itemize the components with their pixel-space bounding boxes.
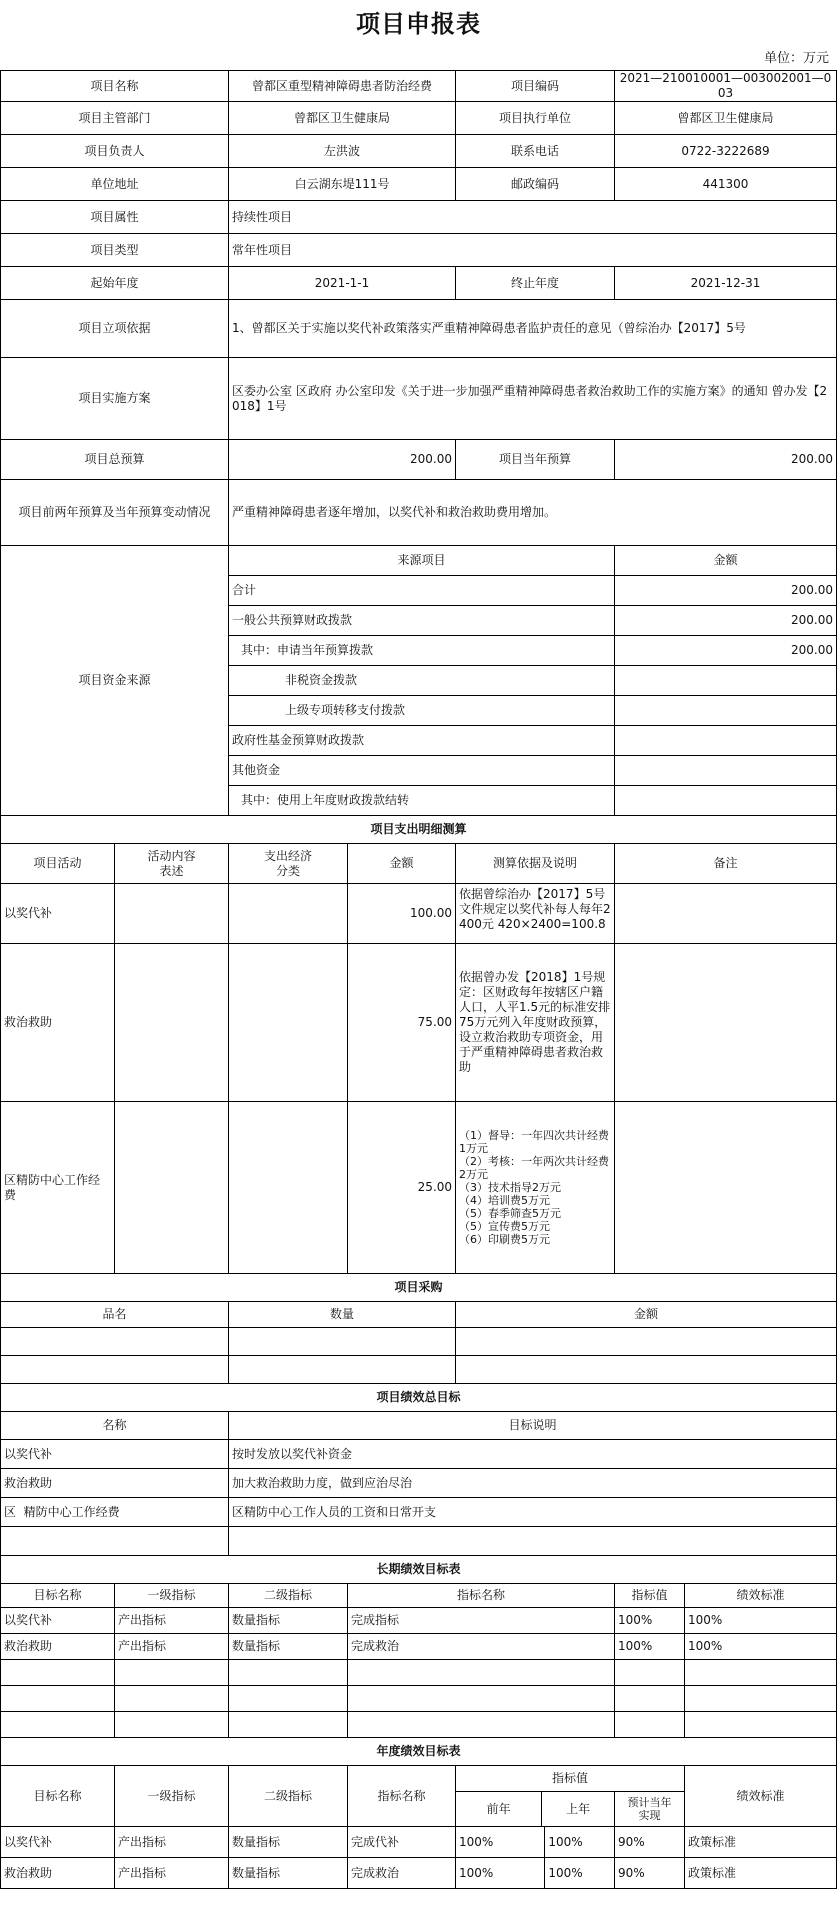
label-project-name: 项目名称 [1, 71, 229, 102]
label-basis: 项目立项依据 [1, 300, 229, 358]
long-cell [348, 1686, 615, 1712]
expense-content [115, 884, 229, 944]
purchase-cell [229, 1328, 456, 1356]
long-header: 指标名称 [348, 1584, 615, 1608]
fund-row-amount: 200.00 [615, 576, 837, 606]
long-cell [615, 1660, 685, 1686]
long-cell: 完成救治 [348, 1634, 615, 1660]
expense-amount: 25.00 [348, 1102, 456, 1274]
annual-cell: 100% [548, 1834, 583, 1849]
annual-cell: 100% [456, 1858, 545, 1888]
label-start-year: 起始年度 [1, 267, 229, 300]
purchase-cell [456, 1328, 837, 1356]
section-title-annual: 年度绩效目标表 [1, 1738, 837, 1766]
expense-note [615, 884, 837, 944]
long-cell: 100% [615, 1608, 685, 1634]
purchase-header-item: 品名 [1, 1302, 229, 1328]
label-project-code: 项目编码 [456, 71, 615, 102]
perf-goal-name [1, 1527, 229, 1556]
annual-cell: 100% [456, 1827, 545, 1857]
annual-subheader: 上年 [566, 1801, 591, 1816]
long-cell [615, 1712, 685, 1738]
report-table [0, 70, 837, 1889]
annual-cell: 产出指标 [115, 1827, 229, 1858]
fund-row-amount: 200.00 [615, 636, 837, 666]
expense-header: 备注 [615, 844, 837, 884]
fund-header-source: 来源项目 [229, 546, 615, 576]
fund-row-name: 其中：使用上年度财政拨款结转 [229, 786, 615, 816]
perf-goal-name: 区 精防中心工作经费 [1, 1498, 229, 1527]
long-header: 一级指标 [115, 1584, 229, 1608]
long-cell [685, 1686, 837, 1712]
annual-header: 指标值 [456, 1766, 685, 1792]
long-header: 指标值 [615, 1584, 685, 1608]
value-project-code: 2021—210010001—003002001—003 [615, 71, 837, 102]
purchase-cell [1, 1356, 229, 1384]
perf-goal-desc: 加大救治救助力度，做到应治尽治 [229, 1469, 837, 1498]
fund-row-name: 一般公共预算财政拨款 [229, 606, 615, 636]
annual-cell: 救治救助 [1, 1858, 115, 1889]
annual-header: 一级指标 [115, 1766, 229, 1827]
long-cell [348, 1712, 615, 1738]
long-cell: 完成指标 [348, 1608, 615, 1634]
label-attribute: 项目属性 [1, 201, 229, 234]
long-cell [1, 1712, 115, 1738]
long-cell [115, 1660, 229, 1686]
fund-row-amount [615, 666, 837, 696]
expense-note [615, 1102, 837, 1274]
annual-cell: 以奖代补 [1, 1827, 115, 1858]
expense-note [615, 944, 837, 1102]
expense-activity: 区精防中心工作经费 [1, 1102, 115, 1274]
expense-content [115, 944, 229, 1102]
long-cell [685, 1660, 837, 1686]
perf-goal-desc: 区精防中心工作人员的工资和日常开支 [229, 1498, 837, 1527]
unit-label: 单位：万元 [763, 51, 829, 66]
long-cell: 100% [615, 1634, 685, 1660]
expense-header: 活动内容 表述 [115, 844, 229, 884]
perf-header-name: 名称 [1, 1412, 229, 1440]
label-exec-unit: 项目执行单位 [456, 102, 615, 135]
annual-header: 指标名称 [348, 1766, 456, 1827]
long-cell [115, 1712, 229, 1738]
long-header: 绩效标准 [685, 1584, 837, 1608]
long-cell [685, 1712, 837, 1738]
long-cell [115, 1686, 229, 1712]
expense-header: 项目活动 [1, 844, 115, 884]
perf-goal-name: 以奖代补 [1, 1440, 229, 1469]
long-cell [229, 1712, 348, 1738]
long-cell [229, 1660, 348, 1686]
value-dept: 曾都区卫生健康局 [229, 102, 456, 135]
fund-row-name: 其中：申请当年预算拨款 [229, 636, 615, 666]
expense-basis: 依据曾综治办【2017】5号文件规定以奖代补每人每年2400元 420×2400=100.8 [456, 884, 615, 944]
long-cell: 产出指标 [115, 1634, 229, 1660]
expense-amount: 75.00 [348, 944, 456, 1102]
label-phone: 联系电话 [456, 135, 615, 168]
annual-cell: 数量指标 [229, 1858, 348, 1889]
perf-goal-desc [229, 1527, 837, 1556]
long-cell: 100% [685, 1634, 837, 1660]
long-cell: 救治救助 [1, 1634, 115, 1660]
purchase-cell [456, 1356, 837, 1384]
long-cell: 100% [685, 1608, 837, 1634]
label-zip: 邮政编码 [456, 168, 615, 201]
value-attribute: 持续性项目 [229, 201, 837, 234]
annual-cell: 政策标准 [685, 1858, 837, 1889]
value-project-name: 曾都区重型精神障碍患者防治经费 [229, 71, 456, 102]
value-end-year: 2021-12-31 [615, 267, 837, 300]
purchase-header-amount: 金额 [456, 1302, 837, 1328]
label-year-budget: 项目当年预算 [456, 440, 615, 480]
perf-header-desc: 目标说明 [229, 1412, 837, 1440]
value-total-budget: 200.00 [229, 440, 456, 480]
value-start-year: 2021-1-1 [229, 267, 456, 300]
long-cell: 产出指标 [115, 1608, 229, 1634]
fund-header-amount: 金额 [615, 546, 837, 576]
expense-activity: 救治救助 [1, 944, 115, 1102]
expense-header: 测算依据及说明 [456, 844, 615, 884]
expense-basis: （1）督导：一年四次共计经费1万元 （2）考核：一年两次共计经费2万元 （3）技术指导2万元 （4）培训费5万元 （5）春季筛查5万元 （5）宣传费5万元 （6）印刷费5万元 [456, 1102, 615, 1274]
label-fund-source: 项目资金来源 [1, 546, 229, 816]
label-address: 单位地址 [1, 168, 229, 201]
fund-row-amount [615, 696, 837, 726]
value-budget-change: 严重精神障碍患者逐年增加，以奖代补和救治救助费用增加。 [229, 480, 837, 546]
long-cell: 数量指标 [229, 1608, 348, 1634]
fund-row-amount [615, 756, 837, 786]
annual-header: 目标名称 [1, 1766, 115, 1827]
long-cell: 数量指标 [229, 1634, 348, 1660]
value-person: 左洪波 [229, 135, 456, 168]
expense-class [229, 944, 348, 1102]
label-person: 项目负责人 [1, 135, 229, 168]
fund-row-name: 其他资金 [229, 756, 615, 786]
value-address: 白云湖东堤111号 [229, 168, 456, 201]
value-basis: 1、曾都区关于实施以奖代补政策落实严重精神障碍患者监护责任的意见（曾综治办【2017】5号 [229, 300, 837, 358]
value-year-budget: 200.00 [615, 440, 837, 480]
annual-cell: 政策标准 [685, 1827, 837, 1858]
section-title-purchase: 项目采购 [1, 1274, 837, 1302]
expense-header: 金额 [348, 844, 456, 884]
fund-row-name: 政府性基金预算财政拨款 [229, 726, 615, 756]
fund-row-amount [615, 726, 837, 756]
value-exec-unit: 曾都区卫生健康局 [615, 102, 837, 135]
annual-subheader: 预计当年 实现 [615, 1792, 685, 1827]
expense-amount: 100.00 [348, 884, 456, 944]
label-end-year: 终止年度 [456, 267, 615, 300]
purchase-cell [229, 1356, 456, 1384]
expense-class [229, 1102, 348, 1274]
label-plan: 项目实施方案 [1, 358, 229, 440]
long-cell [1, 1660, 115, 1686]
expense-header: 支出经济 分类 [229, 844, 348, 884]
fund-row-name: 合计 [229, 576, 615, 606]
perf-goal-name: 救治救助 [1, 1469, 229, 1498]
long-cell [348, 1660, 615, 1686]
fund-row-name: 非税资金拨款 [229, 666, 615, 696]
section-title-perf-total: 项目绩效总目标 [1, 1384, 837, 1412]
value-plan: 区委办公室 区政府 办公室印发《关于进一步加强严重精神障碍患者救治救助工作的实施方案》的通知 曾办发【2018】1号 [229, 358, 837, 440]
page-title: 项目申报表 [356, 10, 481, 38]
label-dept: 项目主管部门 [1, 102, 229, 135]
fund-row-name: 上级专项转移支付拨款 [229, 696, 615, 726]
section-title-expense: 项目支出明细测算 [1, 816, 837, 844]
fund-row-amount: 200.00 [615, 606, 837, 636]
expense-content [115, 1102, 229, 1274]
label-type: 项目类型 [1, 234, 229, 267]
annual-header: 绩效标准 [685, 1766, 837, 1827]
value-type: 常年性项目 [229, 234, 837, 267]
value-zip: 441300 [615, 168, 837, 201]
long-header: 二级指标 [229, 1584, 348, 1608]
section-title-long-term: 长期绩效目标表 [1, 1556, 837, 1584]
value-phone: 0722-3222689 [615, 135, 837, 168]
annual-cell: 100% [548, 1865, 583, 1880]
long-cell: 以奖代补 [1, 1608, 115, 1634]
label-total-budget: 项目总预算 [1, 440, 229, 480]
annual-subheader: 前年 [456, 1792, 542, 1826]
annual-cell: 90% [615, 1827, 685, 1858]
annual-cell: 90% [615, 1858, 685, 1889]
long-cell [615, 1686, 685, 1712]
perf-goal-desc: 按时发放以奖代补资金 [229, 1440, 837, 1469]
annual-header: 二级指标 [229, 1766, 348, 1827]
expense-class [229, 884, 348, 944]
long-cell [1, 1686, 115, 1712]
annual-cell: 完成代补 [348, 1827, 456, 1858]
long-header: 目标名称 [1, 1584, 115, 1608]
purchase-header-qty: 数量 [229, 1302, 456, 1328]
expense-activity: 以奖代补 [1, 884, 115, 944]
expense-basis: 依据曾办发【2018】1号规定：区财政每年按辖区户籍人口，人平1.5元的标准安排75万元列入年度财政预算，设立救治救助专项资金，用于严重精神障碍患者救治救助 [456, 944, 615, 1102]
purchase-cell [1, 1328, 229, 1356]
annual-cell: 产出指标 [115, 1858, 229, 1889]
fund-row-amount [615, 786, 837, 816]
annual-cell: 数量指标 [229, 1827, 348, 1858]
long-cell [229, 1686, 348, 1712]
label-budget-change: 项目前两年预算及当年预算变动情况 [1, 480, 229, 546]
annual-cell: 完成救治 [348, 1858, 456, 1889]
